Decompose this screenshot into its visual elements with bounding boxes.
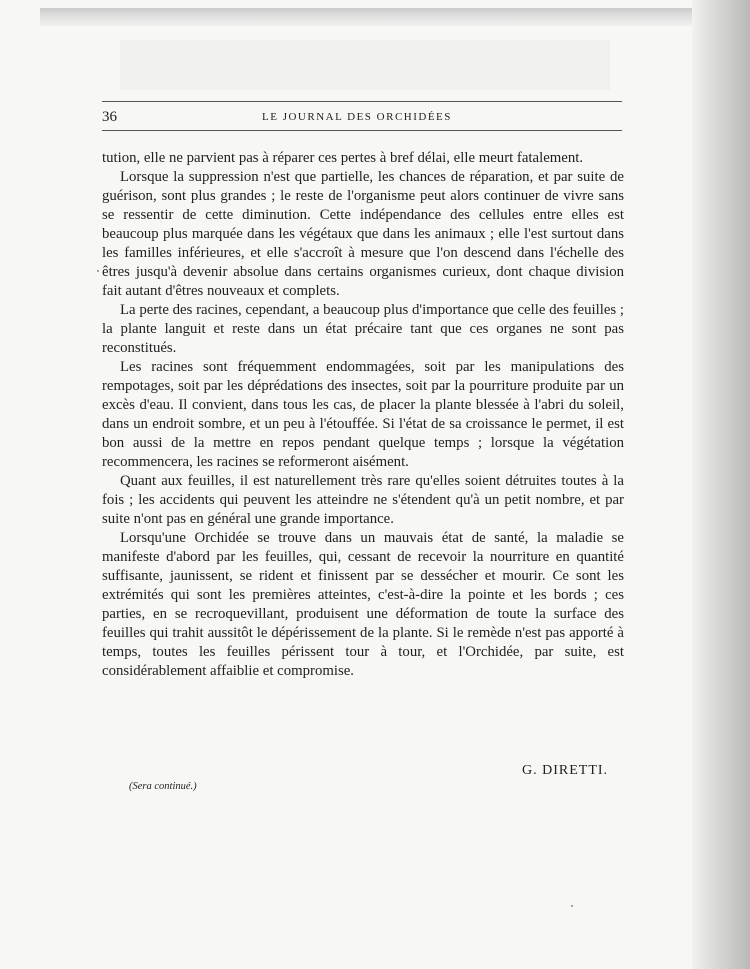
paragraph: tution, elle ne parvient pas à réparer ces pertes à bref délai, elle meurt fatalement. — [102, 150, 584, 166]
paragraph: Les racines sont fréquemment endommagées, soit par les manipulations des rempotages, soit par les déprédations des insectes, soit par la pourriture produite par un excès d'eau. Il convient, dans tous les cas, de placer la plante blessée à l'abri du soleil, dans un endroit sombre, et un peu à l'étouffée. Si l'état de sa croissance le permet, il est bon aussi de la mettre en repos pendant quelque temps ; lorsque la végétation recommencera, les racines se reformeront aisément. — [102, 359, 624, 470]
paragraph: Quant aux feuilles, il est naturellement très rare qu'elles soient détruites toutes à la fois ; les accidents qui peuvent les atteindre ne s'étendent qu'à un petit nombre, et par suite n'ont pas en général une grande importance. — [102, 473, 624, 527]
scan-speck — [97, 270, 99, 272]
scan-edge-noise — [40, 8, 710, 26]
paragraph: Lorsque la suppression n'est que partielle, les chances de réparation, et par suite de guérison, sont plus grandes ; le reste de l'organisme peut alors continuer de vivre sans se ressentir de cette diminution. Cette indépendance des cellules entre elles est beaucoup plus marquée dans les végétaux que dans les animaux ; elle l'est surtout dans les familles inférieures, et elle s'accroît à mesure que l'on descend dans l'échelle des êtres jusqu'à devenir absolue dans certains organismes curieux, dont chaque division fait autant d'êtres nouveaux et complets. — [102, 169, 624, 299]
continued-note: (Sera continué.) — [129, 781, 197, 792]
page-number: 36 — [102, 109, 117, 125]
paragraph: La perte des racines, cependant, a beaucoup plus d'importance que celle des feuilles ; la plante languit et reste dans un état précaire tant que ces organes ne sont pas reconstitués. — [102, 302, 624, 356]
page-header — [102, 109, 622, 127]
author-signature: G. DIRETTI. — [522, 763, 609, 778]
header-rule-bottom — [102, 130, 622, 131]
paragraph: Lorsqu'une Orchidée se trouve dans un mauvais état de santé, la maladie se manifeste d'abord par les feuilles, qui, cessant de recevoir la nourriture en quantité suffisante, jaunissent, se rident et finissent par se dessécher et mourir. Ce sont les extrémités qui sont les premières atteintes, c'est-à-dire la pointe et les bords ; ces parties, en se recroquevillant, produisent une déformation de toute la surface des feuilles qui trahit aussitôt le dépérissement de la plante. Si le remède n'est pas apporté à temps, toutes les feuilles périssent tour à tour, et l'Orchidée, par suite, est considérablement affaiblie et compromise. — [102, 530, 624, 679]
header-rule-top — [102, 101, 622, 102]
running-title: LE JOURNAL DES ORCHIDÉES — [262, 111, 452, 123]
binding-shadow — [692, 0, 750, 969]
bleed-through — [120, 40, 610, 90]
scan-speck — [571, 905, 573, 907]
article-body — [102, 149, 624, 681]
